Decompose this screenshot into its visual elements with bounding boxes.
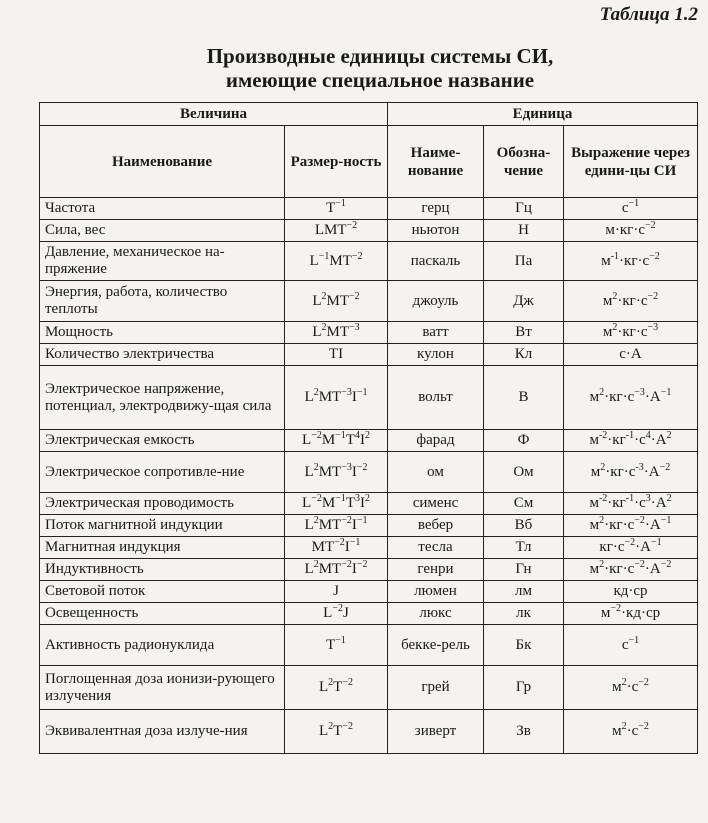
si-expression-cell: кд·ср — [564, 581, 698, 603]
unit-symbol-cell: Дж — [484, 281, 564, 322]
quantity-name-cell: Поток магнитной индукции — [40, 515, 285, 537]
unit-name-cell: грей — [388, 666, 484, 710]
quantity-name-cell: Активность радионуклида — [40, 625, 285, 666]
unit-symbol-cell: Вт — [484, 322, 564, 344]
unit-symbol-cell: Ом — [484, 452, 564, 493]
si-expression-cell: с·А — [564, 344, 698, 366]
unit-name-cell: вебер — [388, 515, 484, 537]
header-expression: Выражение через едини-цы СИ — [564, 126, 698, 198]
si-expression-cell: $м^2\cdot с^{-2}$ — [564, 666, 698, 710]
table-row — [40, 344, 698, 366]
si-expression-cell: $м^2\cdot с^{-2}$ — [564, 710, 698, 754]
dimension-cell: $L^2MT^{-3}$ — [285, 322, 388, 344]
unit-name-cell: кулон — [388, 344, 484, 366]
table-row — [40, 220, 698, 242]
quantity-name-cell: Эквивалентная доза излуче-ния — [40, 710, 285, 754]
title-line-2: имеющие специальное название — [225, 68, 535, 92]
si-expression-cell: $с^{-1}$ — [564, 198, 698, 220]
dimension-cell: $T^{-1}$ — [285, 198, 388, 220]
unit-symbol-cell: Гр — [484, 666, 564, 710]
quantity-name-cell: Сила, вес — [40, 220, 285, 242]
si-expression-cell: $м^2\cdot кг\cdot с^{-3}$ — [564, 322, 698, 344]
si-expression-cell: $м^{-2}\cdot кг^{-1}\cdot с^3\cdot А^2$ — [564, 493, 698, 515]
dimension-cell: $L^2T^{-2}$ — [285, 710, 388, 754]
dimension-cell: $MT^{-2}I^{-1}$ — [285, 537, 388, 559]
table-number-label: Таблица 1.2 — [599, 4, 698, 25]
unit-symbol-cell: Вб — [484, 515, 564, 537]
unit-name-cell: люкс — [388, 603, 484, 625]
unit-symbol-cell: Па — [484, 242, 564, 281]
unit-name-cell: сименс — [388, 493, 484, 515]
si-expression-cell: $м^{-1}\cdot кг\cdot с^{-2}$ — [564, 242, 698, 281]
unit-symbol-cell: лм — [484, 581, 564, 603]
dimension-cell: $L^2MT^{-3}I^{-1}$ — [285, 366, 388, 430]
unit-symbol-cell: Ф — [484, 430, 564, 452]
unit-symbol-cell: лк — [484, 603, 564, 625]
dimension-cell: $L^{-2}J$ — [285, 603, 388, 625]
unit-symbol-cell: Кл — [484, 344, 564, 366]
si-expression-cell: $м^2\cdot кг\cdot с^{-3}\cdot А^{-2}$ — [564, 452, 698, 493]
table-row — [40, 603, 698, 625]
unit-symbol-cell: Зв — [484, 710, 564, 754]
header-quantity-group: Величина — [40, 103, 388, 126]
si-expression-cell: $м^2\cdot кг\cdot с^{-2}$ — [564, 281, 698, 322]
table-row — [40, 198, 698, 220]
table-row — [40, 710, 698, 754]
si-expression-cell: $м^{-2}\cdot кд\cdot ср$ — [564, 603, 698, 625]
table-row — [40, 366, 698, 430]
unit-symbol-cell: Гц — [484, 198, 564, 220]
quantity-name-cell: Магнитная индукция — [40, 537, 285, 559]
table-row — [40, 515, 698, 537]
quantity-name-cell: Частота — [40, 198, 285, 220]
header-dimension: Размер-ность — [285, 126, 388, 198]
table-row — [40, 581, 698, 603]
unit-symbol-cell: Бк — [484, 625, 564, 666]
header-symbol: Обозна-чение — [484, 126, 564, 198]
table-row — [40, 559, 698, 581]
unit-symbol-cell: В — [484, 366, 564, 430]
table-row — [40, 322, 698, 344]
quantity-name-cell: Электрическое напряжение, потенциал, электродвижу-щая сила — [40, 366, 285, 430]
unit-name-cell: герц — [388, 198, 484, 220]
quantity-name-cell: Индуктивность — [40, 559, 285, 581]
si-expression-cell: $кг\cdot с^{-2}\cdot А^{-1}$ — [564, 537, 698, 559]
unit-name-cell: вольт — [388, 366, 484, 430]
quantity-name-cell: Световой поток — [40, 581, 285, 603]
table-row — [40, 430, 698, 452]
quantity-name-cell: Электрическое сопротивле-ние — [40, 452, 285, 493]
dimension-cell: $L^2MT^{-2}I^{-2}$ — [285, 559, 388, 581]
table-row — [40, 242, 698, 281]
quantity-name-cell: Давление, механическое на-пряжение — [40, 242, 285, 281]
unit-symbol-cell: Н — [484, 220, 564, 242]
quantity-name-cell: Электрическая проводимость — [40, 493, 285, 515]
unit-name-cell: ом — [388, 452, 484, 493]
unit-name-cell: фарад — [388, 430, 484, 452]
table-row — [40, 537, 698, 559]
table-row — [40, 281, 698, 322]
si-expression-cell: $м^2\cdot кг\cdot с^{-2}\cdot А^{-1}$ — [564, 515, 698, 537]
unit-symbol-cell: Гн — [484, 559, 564, 581]
dimension-cell: $T^{-1}$ — [285, 625, 388, 666]
unit-name-cell: люмен — [388, 581, 484, 603]
dimension-cell: $L^2MT^{-2}$ — [285, 281, 388, 322]
dimension-cell: $L^{-2}M^{-1}T^3I^2$ — [285, 493, 388, 515]
quantity-name-cell: Количество электричества — [40, 344, 285, 366]
unit-name-cell: тесла — [388, 537, 484, 559]
dimension-cell: TI — [285, 344, 388, 366]
unit-name-cell: джоуль — [388, 281, 484, 322]
unit-symbol-cell: Тл — [484, 537, 564, 559]
dimension-cell: $L^2T^{-2}$ — [285, 666, 388, 710]
quantity-name-cell: Поглощенная доза ионизи-рующего излучения — [40, 666, 285, 710]
header-name: Наименование — [40, 126, 285, 198]
quantity-name-cell: Электрическая емкость — [40, 430, 285, 452]
table-row — [40, 452, 698, 493]
header-unit-name: Наиме-нование — [388, 126, 484, 198]
si-expression-cell: $с^{-1}$ — [564, 625, 698, 666]
si-units-table — [39, 102, 698, 754]
table-row — [40, 625, 698, 666]
dimension-cell: $LMT^{-2}$ — [285, 220, 388, 242]
si-expression-cell: $м^{-2}\cdot кг^{-1}\cdot с^4\cdot А^2$ — [564, 430, 698, 452]
dimension-cell: J — [285, 581, 388, 603]
si-expression-cell: $м\cdot кг\cdot с^{-2}$ — [564, 220, 698, 242]
dimension-cell: $L^2MT^{-2}I^{-1}$ — [285, 515, 388, 537]
unit-name-cell: паскаль — [388, 242, 484, 281]
quantity-name-cell: Энергия, работа, количество теплоты — [40, 281, 285, 322]
header-unit-group: Единица — [388, 103, 698, 126]
unit-symbol-cell: См — [484, 493, 564, 515]
table-row — [40, 493, 698, 515]
unit-name-cell: беккe-рель — [388, 625, 484, 666]
dimension-cell: $L^{-1}MT^{-2}$ — [285, 242, 388, 281]
unit-name-cell: зиверт — [388, 710, 484, 754]
si-expression-cell: $м^2\cdot кг\cdot с^{-2}\cdot А^{-2}$ — [564, 559, 698, 581]
dimension-cell: $L^{-2}M^{-1}T^4I^2$ — [285, 430, 388, 452]
unit-name-cell: генри — [388, 559, 484, 581]
quantity-name-cell: Освещенность — [40, 603, 285, 625]
unit-name-cell: ватт — [388, 322, 484, 344]
unit-name-cell: ньютон — [388, 220, 484, 242]
quantity-name-cell: Мощность — [40, 322, 285, 344]
title-line-1: Производные единицы системы СИ, — [206, 44, 554, 68]
si-expression-cell: $м^2\cdot кг\cdot с^{-3}\cdot А^{-1}$ — [564, 366, 698, 430]
dimension-cell: $L^2MT^{-3}I^{-2}$ — [285, 452, 388, 493]
table-title — [0, 44, 708, 92]
table-row — [40, 666, 698, 710]
